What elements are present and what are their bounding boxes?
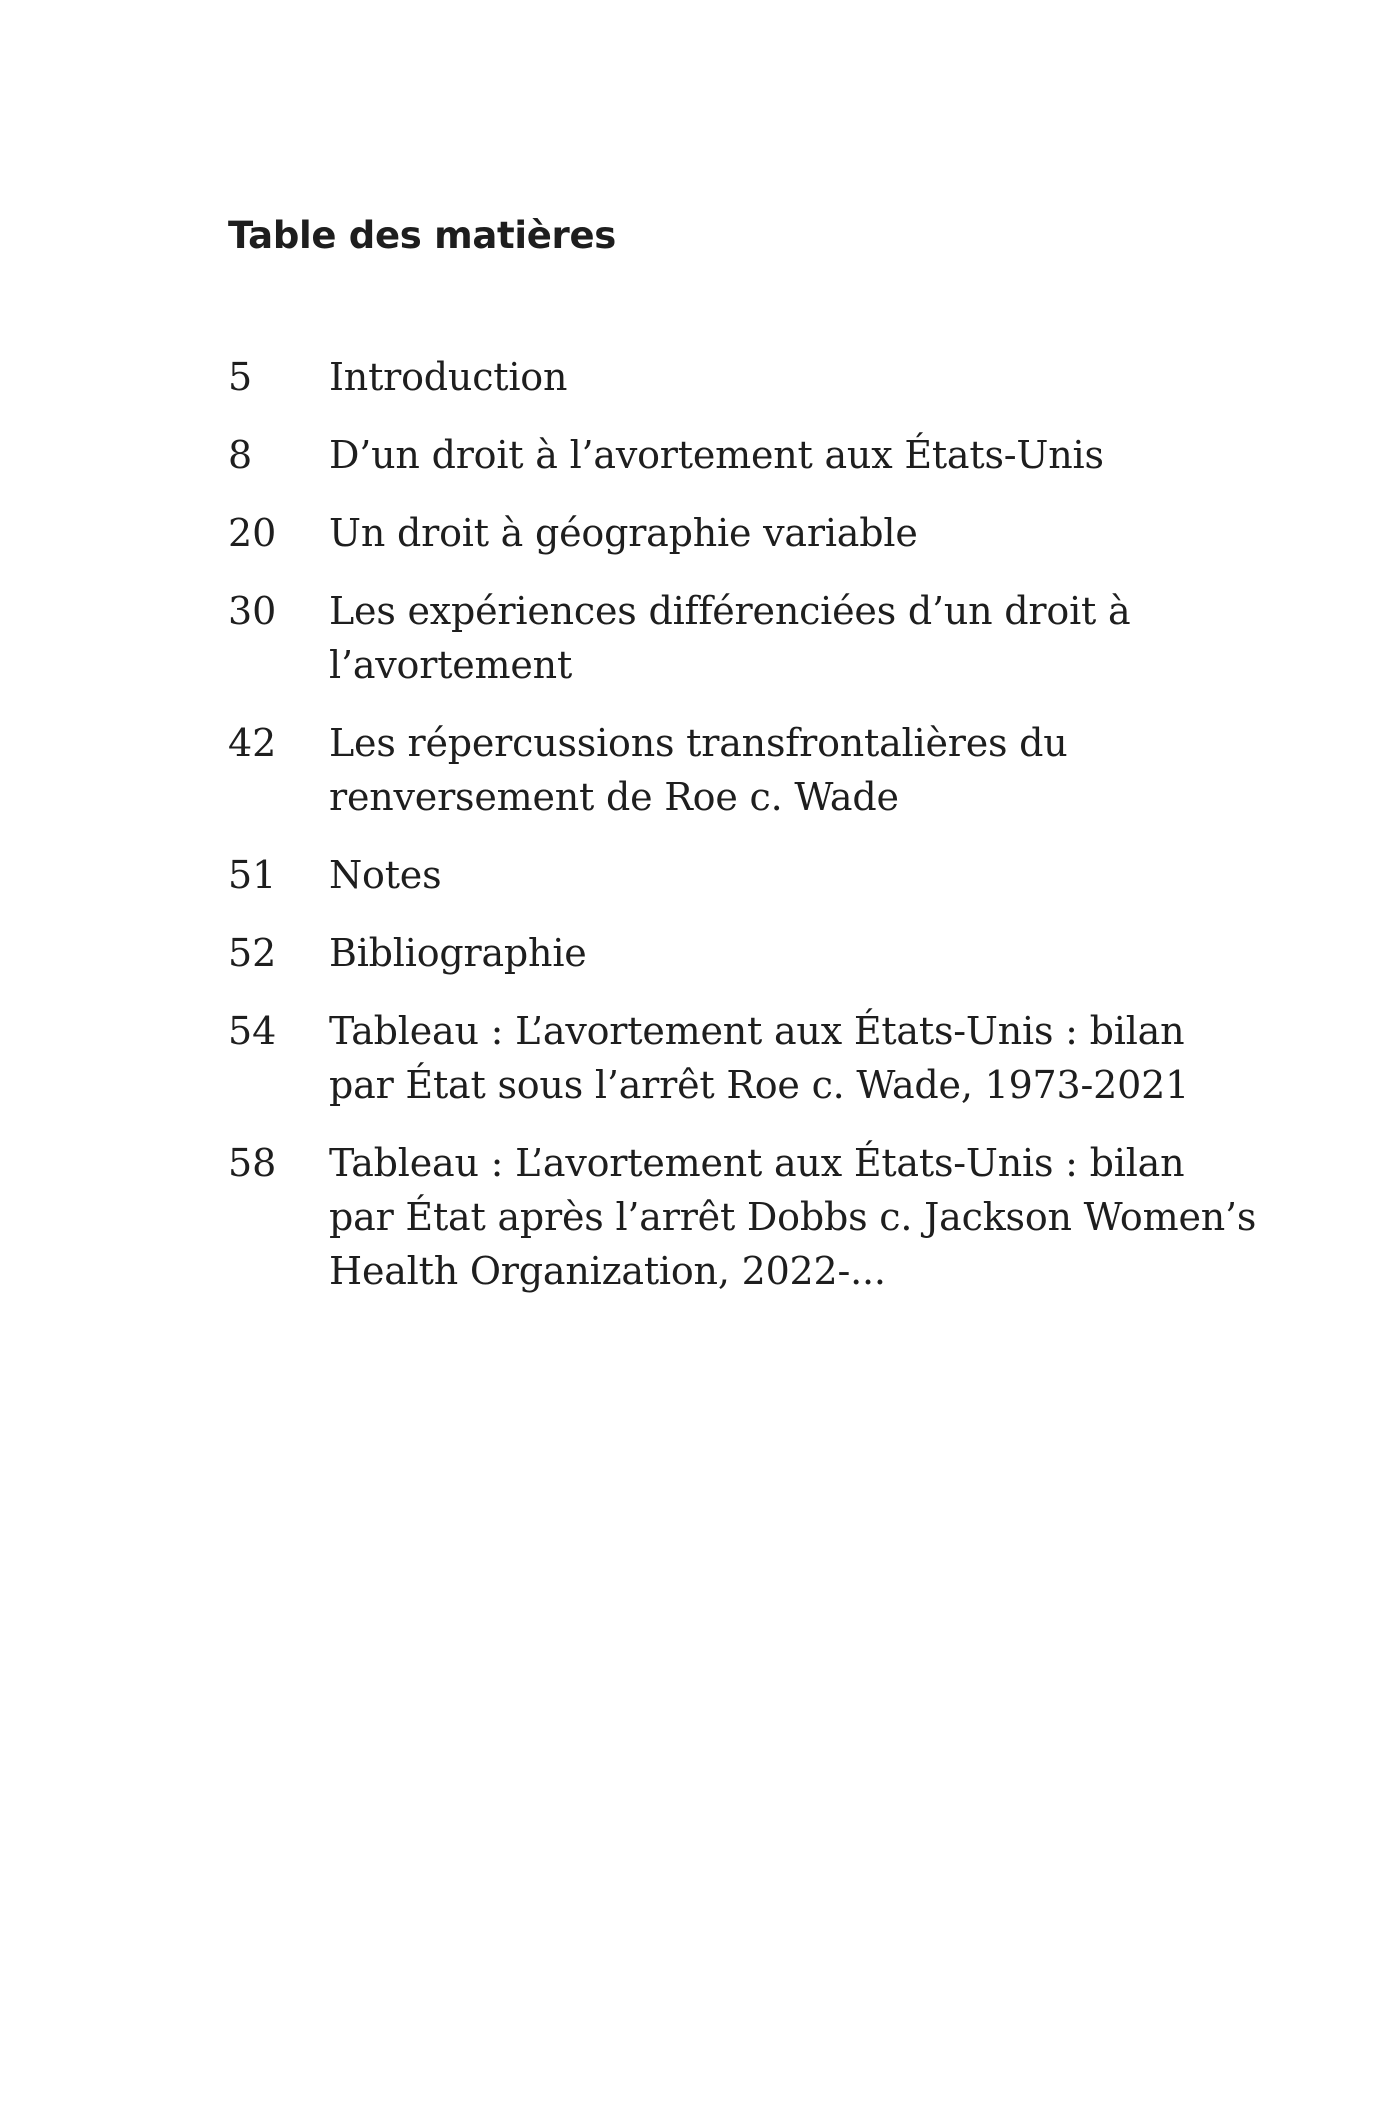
toc-entry	[228, 848, 1228, 902]
toc-entry	[228, 350, 1228, 404]
toc-entry-line: Tableau : L’avortement aux États-Unis : bilan	[329, 1141, 1185, 1185]
toc-entry-line: par État après l’arrêt Dobbs c. Jackson Women’s	[329, 1195, 1257, 1239]
toc-entry-line: l’avortement	[329, 643, 573, 687]
toc-entry	[228, 1004, 1228, 1112]
toc-page-number: 5	[228, 355, 253, 399]
toc-entry-title	[329, 1136, 1257, 1298]
toc-entry-title	[329, 350, 1209, 404]
toc-entry	[228, 716, 1228, 824]
toc-entry-line: Introduction	[329, 355, 568, 399]
page-title: Table des matières	[228, 214, 617, 257]
toc-page-number: 30	[228, 589, 277, 633]
toc-entry-line: Les répercussions transfrontalières du	[329, 721, 1068, 765]
toc-page-number: 20	[228, 511, 277, 555]
toc-page-number: 8	[228, 433, 253, 477]
toc-page-number: 52	[228, 931, 277, 975]
toc-entry	[228, 506, 1228, 560]
toc-entry-title	[329, 506, 1209, 560]
toc-entry-title	[329, 848, 1209, 902]
toc-entry-line: Health Organization, 2022-...	[329, 1249, 886, 1293]
toc-entry-title	[329, 428, 1209, 482]
toc-entry-line: D’un droit à l’avortement aux États-Unis	[329, 433, 1104, 477]
table-of-contents	[228, 350, 1257, 1322]
toc-page-number: 54	[228, 1009, 277, 1053]
toc-entry-line: Bibliographie	[329, 931, 587, 975]
toc-entry-line: Notes	[329, 853, 442, 897]
toc-entry	[228, 428, 1228, 482]
toc-entry	[228, 926, 1228, 980]
toc-entry-line: Tableau : L’avortement aux États-Unis : bilan	[329, 1009, 1185, 1053]
toc-entry	[228, 1136, 1257, 1298]
toc-entry-title	[329, 584, 1209, 692]
toc-entry-title	[329, 716, 1209, 824]
toc-entry-title	[329, 926, 1209, 980]
toc-entry-line: par État sous l’arrêt Roe c. Wade, 1973-2021	[329, 1063, 1190, 1107]
toc-page-number: 58	[228, 1141, 277, 1185]
toc-entry-line: Un droit à géographie variable	[329, 511, 918, 555]
toc-page-number: 42	[228, 721, 277, 765]
toc-entry-title	[329, 1004, 1209, 1112]
toc-entry	[228, 584, 1228, 692]
toc-entry-line: renversement de Roe c. Wade	[329, 775, 899, 819]
toc-entry-line: Les expériences différenciées d’un droit à	[329, 589, 1131, 633]
toc-page-number: 51	[228, 853, 277, 897]
